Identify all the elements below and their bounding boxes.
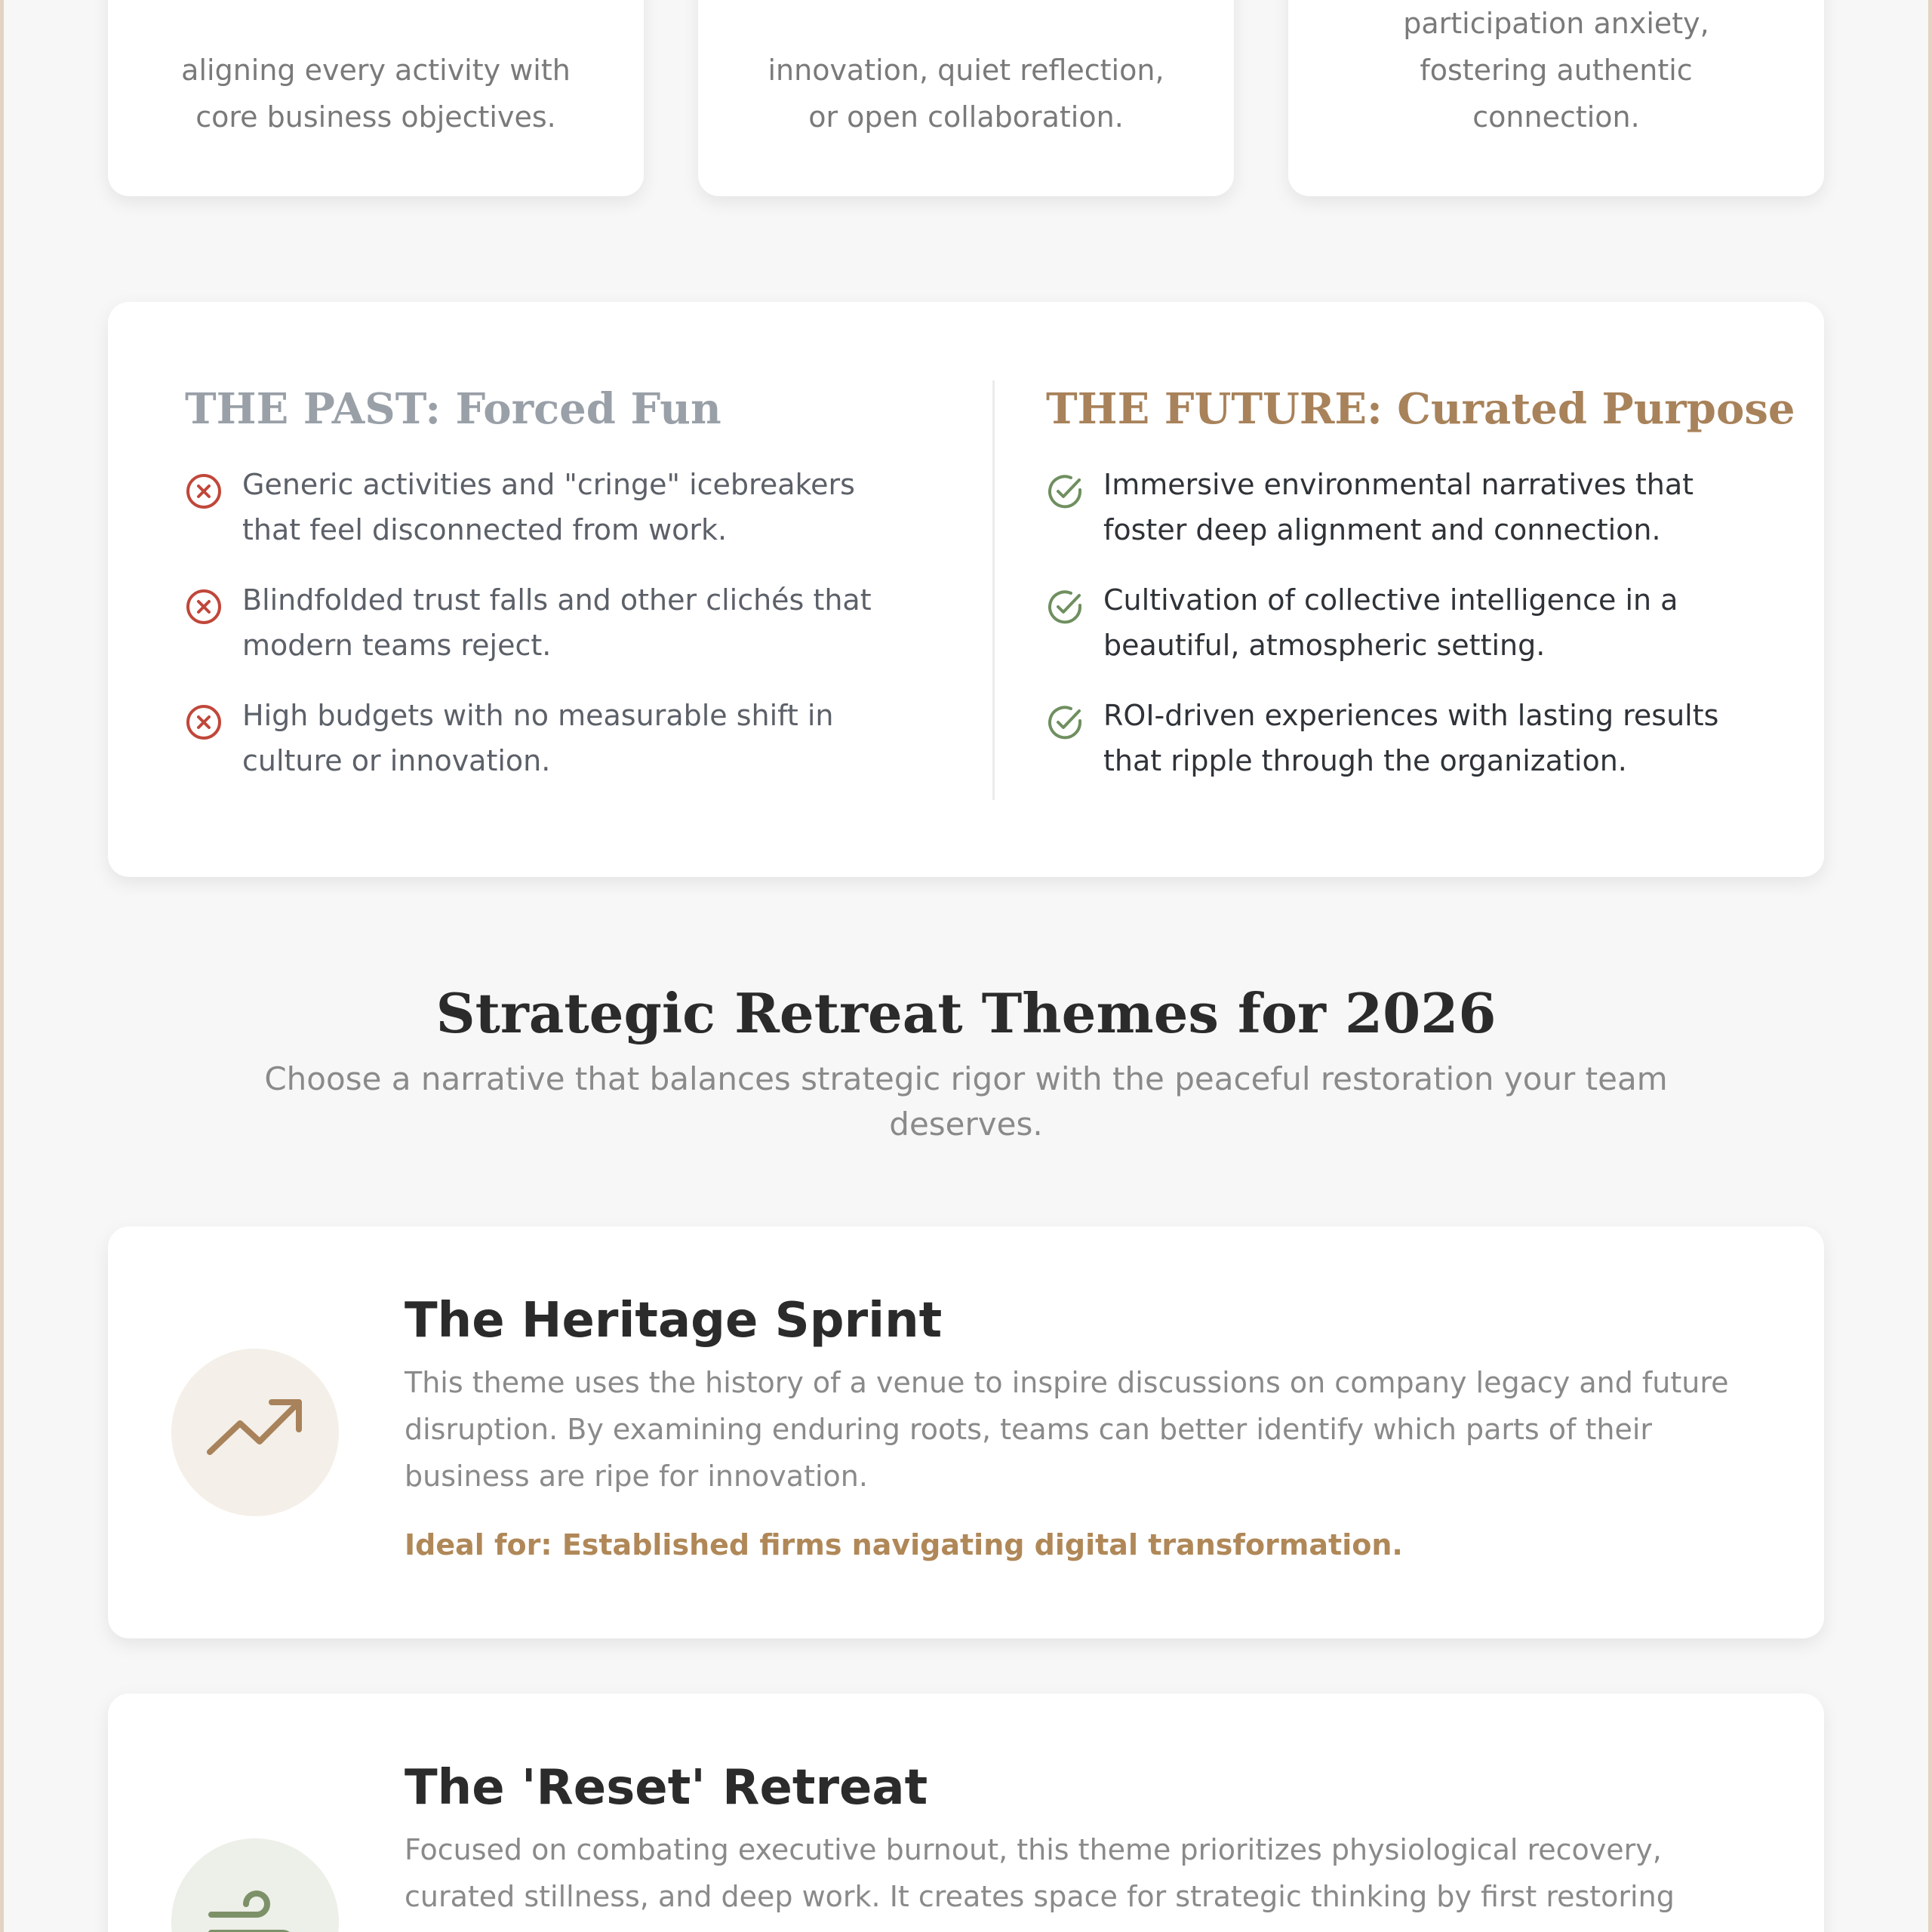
trending-up-icon (202, 1380, 308, 1485)
past-vs-future-card (108, 302, 1824, 877)
theme-ideal-for: Ideal for: Established firms navigating digital transformation. (405, 1528, 1403, 1561)
page-edge-left (0, 0, 4, 1932)
check-circle-icon (1046, 472, 1084, 510)
theme-card-reset-retreat (108, 1694, 1824, 1932)
theme-icon-circle (171, 1838, 339, 1932)
past-list-item (185, 577, 909, 668)
x-circle-icon (185, 588, 223, 626)
theme-title: The Heritage Sprint (405, 1293, 943, 1349)
theme-body (405, 1287, 1778, 1567)
check-circle-icon (1046, 703, 1084, 741)
page-edge-right (1928, 0, 1932, 1932)
future-title: THE FUTURE: Curated Purpose (1046, 384, 1795, 434)
past-list-item (185, 462, 909, 552)
theme-description: Focused on combating executive burnout, this theme prioritizes physiological recovery, curated stillness, and deep work. It creates space for strategic thinking by first restoring (405, 1833, 1675, 1913)
pillar-card-text: participation anxiety, fostering authentic connection. (1403, 7, 1709, 134)
past-item-text: Blindfolded trust falls and other clichés that modern teams reject. (242, 583, 872, 662)
future-list-item (1046, 577, 1770, 668)
theme-body (405, 1754, 1778, 1920)
past-column (185, 377, 940, 808)
check-circle-icon (1046, 588, 1084, 626)
pillar-card-text: innovation, quiet reflection, or open collaboration. (768, 54, 1164, 134)
theme-title: The 'Reset' Retreat (405, 1760, 928, 1816)
past-item-text: High budgets with no measurable shift in culture or innovation. (242, 699, 834, 777)
column-divider (992, 380, 995, 800)
x-circle-icon (185, 703, 223, 741)
theme-card-heritage-sprint (108, 1226, 1824, 1638)
future-item-text: ROI-driven experiences with lasting results that ripple through the organization. (1103, 699, 1719, 777)
section-subtitle: Choose a narrative that balances strategic rigor with the peaceful restoration your team deserves. (264, 1060, 1668, 1143)
pillar-card-text: aligning every activity with core business objectives. (181, 54, 571, 134)
pillar-card-2 (698, 0, 1234, 196)
pillar-card-3 (1288, 0, 1824, 196)
theme-icon-circle (171, 1349, 339, 1516)
past-list-item (185, 693, 909, 783)
future-list-item (1046, 462, 1770, 552)
wind-icon (202, 1869, 308, 1932)
past-title: THE PAST: Forced Fun (185, 384, 721, 434)
theme-description: This theme uses the history of a venue to inspire discussions on company legacy and future disruption. By examining enduring roots, teams can better identify which parts of their business are ripe for innovation. (405, 1366, 1729, 1493)
section-title: Strategic Retreat Themes for 2026 (435, 981, 1497, 1045)
past-item-text: Generic activities and "cringe" icebreakers that feel disconnected from work. (242, 468, 855, 546)
pillar-card-1 (108, 0, 644, 196)
future-item-text: Immersive environmental narratives that foster deep alignment and connection. (1103, 468, 1694, 546)
future-item-text: Cultivation of collective intelligence in a beautiful, atmospheric setting. (1103, 583, 1678, 662)
future-list-item (1046, 693, 1770, 783)
x-circle-icon (185, 472, 223, 510)
future-column (1046, 377, 1801, 808)
